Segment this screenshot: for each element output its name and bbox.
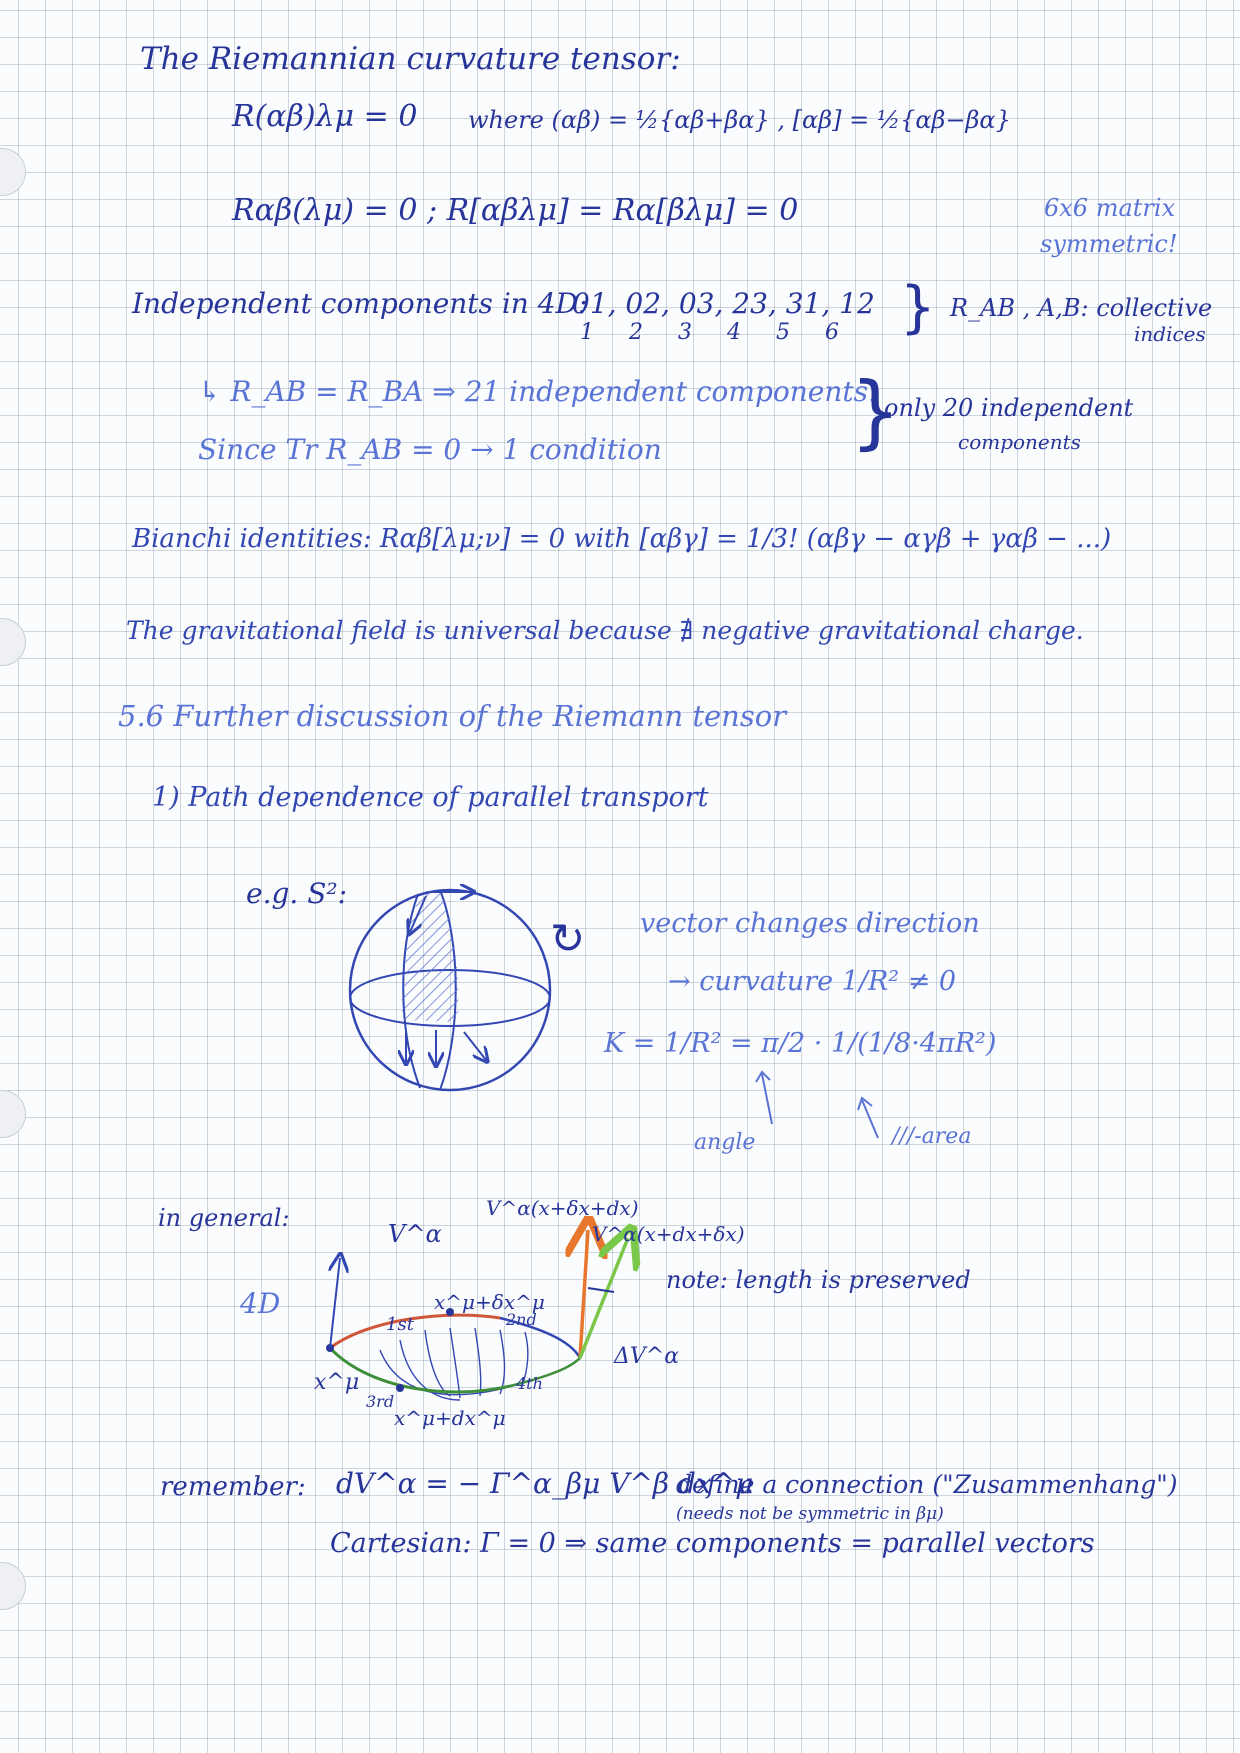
equation-antisymmetric-zero: Rαβ(λμ) = 0 ; R[αβλμ] = Rα[βλμ] = 0 <box>232 193 799 228</box>
index-pairs: 01, 02, 03, 23, 31, 12 <box>572 287 875 320</box>
fourth-label: 4th <box>516 1374 543 1393</box>
remember-label: remember: <box>160 1472 306 1502</box>
vector-changes-direction: vector changes direction <box>640 908 980 939</box>
section-5-6-heading: 5.6 Further discussion of the Riemann tensor <box>118 699 787 733</box>
note-length-preserved: note: length is preserved <box>666 1266 971 1294</box>
binder-hole-1 <box>0 148 26 196</box>
gravitational-universal: The gravitational field is universal because ∄ negative gravitational charge. <box>126 616 1084 645</box>
collective-indices-note-2: indices <box>1134 322 1206 346</box>
first-label: 1st <box>386 1314 414 1335</box>
note-6x6-matrix: 6x6 matrix <box>1044 194 1176 222</box>
collective-indices-note: R_AB , A,B: collective <box>950 294 1213 322</box>
v-alpha-label: V^α <box>388 1220 442 1248</box>
third-label: 3rd <box>366 1392 395 1411</box>
binder-hole-4 <box>0 1562 26 1610</box>
connection-equation: dV^α = − Γ^α_βμ V^β dx^μ <box>336 1467 754 1500</box>
v-path2-label: V^α(x+dx+δx) <box>592 1222 745 1246</box>
only-20-components: components <box>958 430 1081 454</box>
in-general-label: in general: <box>158 1204 290 1232</box>
index-numbers: 1 2 3 4 5 6 <box>580 320 853 345</box>
brace-collective: } <box>900 275 936 340</box>
binder-hole-2 <box>0 618 26 666</box>
curvature-nonzero: → curvature 1/R² ≠ 0 <box>668 966 957 997</box>
angle-label: angle <box>694 1130 756 1155</box>
delta-v-label: ΔV^α <box>614 1344 680 1369</box>
cartesian-line: Cartesian: Γ = 0 ⇒ same components = parallel vectors <box>330 1528 1095 1559</box>
x-delta-label: x^μ+δx^μ <box>434 1290 545 1314</box>
only-20-independent: only 20 independent <box>884 394 1134 422</box>
needs-not-symmetric: (needs not be symmetric in βμ) <box>676 1504 944 1524</box>
rotation-icon: ↻ <box>550 914 586 963</box>
brace-only20: } <box>850 365 901 458</box>
trace-condition-line: Since Tr R_AB = 0 → 1 condition <box>198 433 662 466</box>
note-symmetric: symmetric! <box>1040 230 1178 258</box>
area-label: ///-area <box>892 1124 972 1149</box>
gaussian-curvature-formula: K = 1/R² = π/2 · 1/(1/8·4πR²) <box>604 1028 997 1059</box>
equation-symmetric-zero: R(αβ)λμ = 0 <box>232 99 418 134</box>
riemann-title: The Riemannian curvature tensor: <box>140 41 681 77</box>
bianchi-identities: Bianchi identities: Rαβ[λμ;ν] = 0 with [αβγ] = 1/3! (αβγ − αγβ + γαβ − ...) <box>132 524 1112 554</box>
sphere-sketch <box>340 880 560 1100</box>
x-d-label: x^μ+dx^μ <box>394 1406 506 1430</box>
rab-symmetric-line: ↳ R_AB = R_BA ⇒ 21 independent components. <box>198 375 877 408</box>
path-dependence-heading: 1) Path dependence of parallel transport <box>152 782 709 813</box>
binder-hole-3 <box>0 1090 26 1138</box>
example-s2: e.g. S²: <box>246 877 348 910</box>
independent-components-label: Independent components in 4D: <box>132 287 588 320</box>
define-connection: define a connection ("Zusammenhang") <box>676 1470 1178 1499</box>
second-label: 2nd <box>506 1310 537 1329</box>
four-d-label: 4D <box>240 1287 281 1320</box>
v-path1-label: V^α(x+δx+dx) <box>486 1196 639 1220</box>
x-mu-label: x^μ <box>314 1370 360 1395</box>
equation-bracket-definitions: where (αβ) = ½{αβ+βα} , [αβ] = ½{αβ−βα} <box>468 106 1011 134</box>
